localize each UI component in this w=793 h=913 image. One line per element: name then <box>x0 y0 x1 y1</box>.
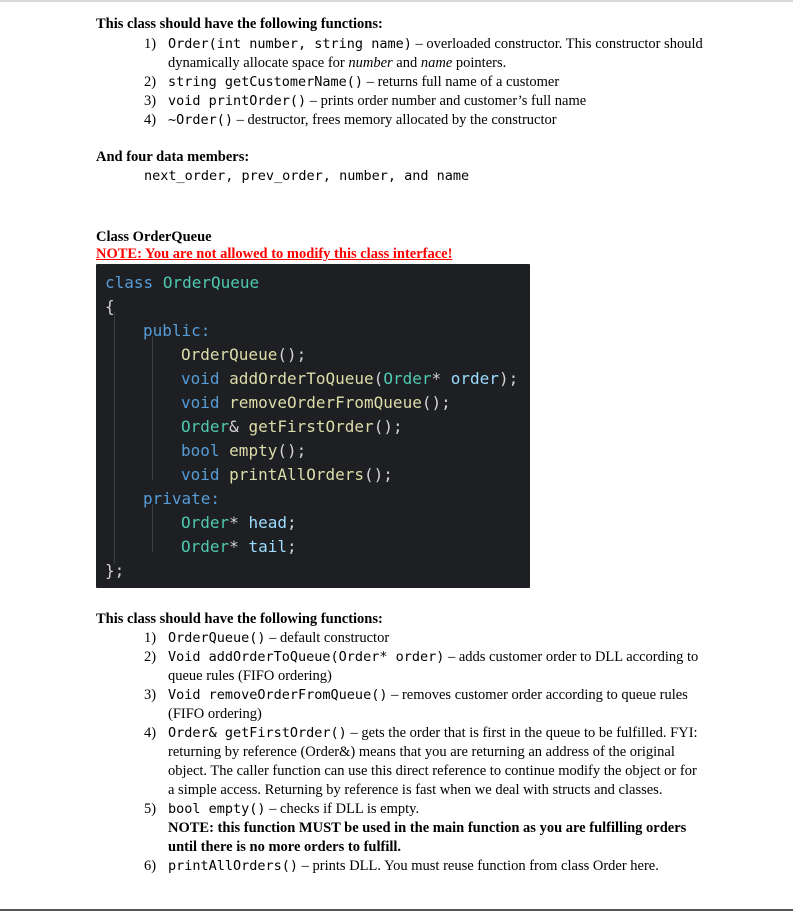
indent-guide <box>152 504 153 552</box>
code-line: void removeOrderFromQueue(); <box>181 393 451 412</box>
function-signature: string getCustomerName() <box>168 74 364 90</box>
code-line: public: <box>143 321 211 340</box>
orderqueue-heading: Class OrderQueue <box>96 229 212 245</box>
code-line: }; <box>105 561 125 580</box>
code-line: { <box>105 297 115 316</box>
list-item: 1) Order(int number, string name) – overloaded constructor. This constructor should dynamically allocate space for number and name pointers. <box>144 36 703 71</box>
queue-functions-list <box>144 629 704 876</box>
data-members-list: next_order, prev_order, number, and name <box>144 168 470 184</box>
function-signature: Void removeOrderFromQueue() <box>168 687 388 703</box>
page-top-border <box>0 0 793 2</box>
interface-note: NOTE: You are not allowed to modify this class interface! <box>96 246 453 262</box>
code-line: class OrderQueue <box>105 273 260 292</box>
code-line: void addOrderToQueue(Order* order); <box>181 369 519 388</box>
list-item: 1) OrderQueue() – default constructor <box>144 630 390 646</box>
function-signature: Order(int number, string name) <box>168 36 412 52</box>
code-line: Order& getFirstOrder(); <box>181 417 403 436</box>
list-item: 3) void printOrder() – prints order number and customer’s full name <box>144 93 587 109</box>
page-bottom-border <box>0 909 793 911</box>
indent-guide <box>152 336 153 480</box>
code-line: Order* tail; <box>181 537 297 556</box>
empty-usage-note: NOTE: this function MUST be used in the main function as you are fulfilling orders until there is no more orders to fulfill. <box>168 820 687 855</box>
code-line: private: <box>143 489 221 508</box>
indent-guide <box>114 312 115 564</box>
function-signature: void printOrder() <box>168 93 307 109</box>
list-item: 4) Order& getFirstOrder() – gets the order that is first in the queue to be fulfilled. FYI: returning by reference (Order&) means that you are returning an address of the original object. The caller function can use this direct reference to continue modify the object or for a simple access. Returning by reference is fast when we deal with structs and classes. <box>144 725 698 798</box>
function-signature: OrderQueue() <box>168 630 266 646</box>
code-line: OrderQueue(); <box>181 345 307 364</box>
code-line: bool empty(); <box>181 441 307 460</box>
function-signature: Order& getFirstOrder() <box>168 725 347 741</box>
code-line: void printAllOrders(); <box>181 465 393 484</box>
function-signature: printAllOrders() <box>168 858 299 874</box>
list-item: 2) Void addOrderToQueue(Order* order) – adds customer order to DLL according to queue rules (FIFO ordering) <box>144 649 699 684</box>
list-item: 5) bool empty() – checks if DLL is empty. NOTE: this function MUST be used in the main function as you are fulfilling orders until there is no more orders to fulfill. <box>144 801 687 855</box>
list-item: 6) printAllOrders() – prints DLL. You must reuse function from class Order here. <box>144 858 659 874</box>
queue-functions-heading: This class should have the following functions: <box>96 611 383 627</box>
list-item: 4) ~Order() – destructor, frees memory allocated by the constructor <box>144 112 557 128</box>
function-signature: bool empty() <box>168 801 266 817</box>
list-item: 2) string getCustomerName() – returns full name of a customer <box>144 74 560 90</box>
order-functions-heading: This class should have the following functions: <box>96 16 383 32</box>
function-signature: Void addOrderToQueue(Order* order) <box>168 649 445 665</box>
data-members-heading: And four data members: <box>96 149 250 165</box>
list-item: 3) Void removeOrderFromQueue() – removes customer order according to queue rules (FIFO ordering) <box>144 687 688 722</box>
code-block <box>96 264 530 588</box>
code-line: Order* head; <box>181 513 297 532</box>
order-functions-list <box>144 35 704 130</box>
function-signature: ~Order() <box>168 112 234 128</box>
